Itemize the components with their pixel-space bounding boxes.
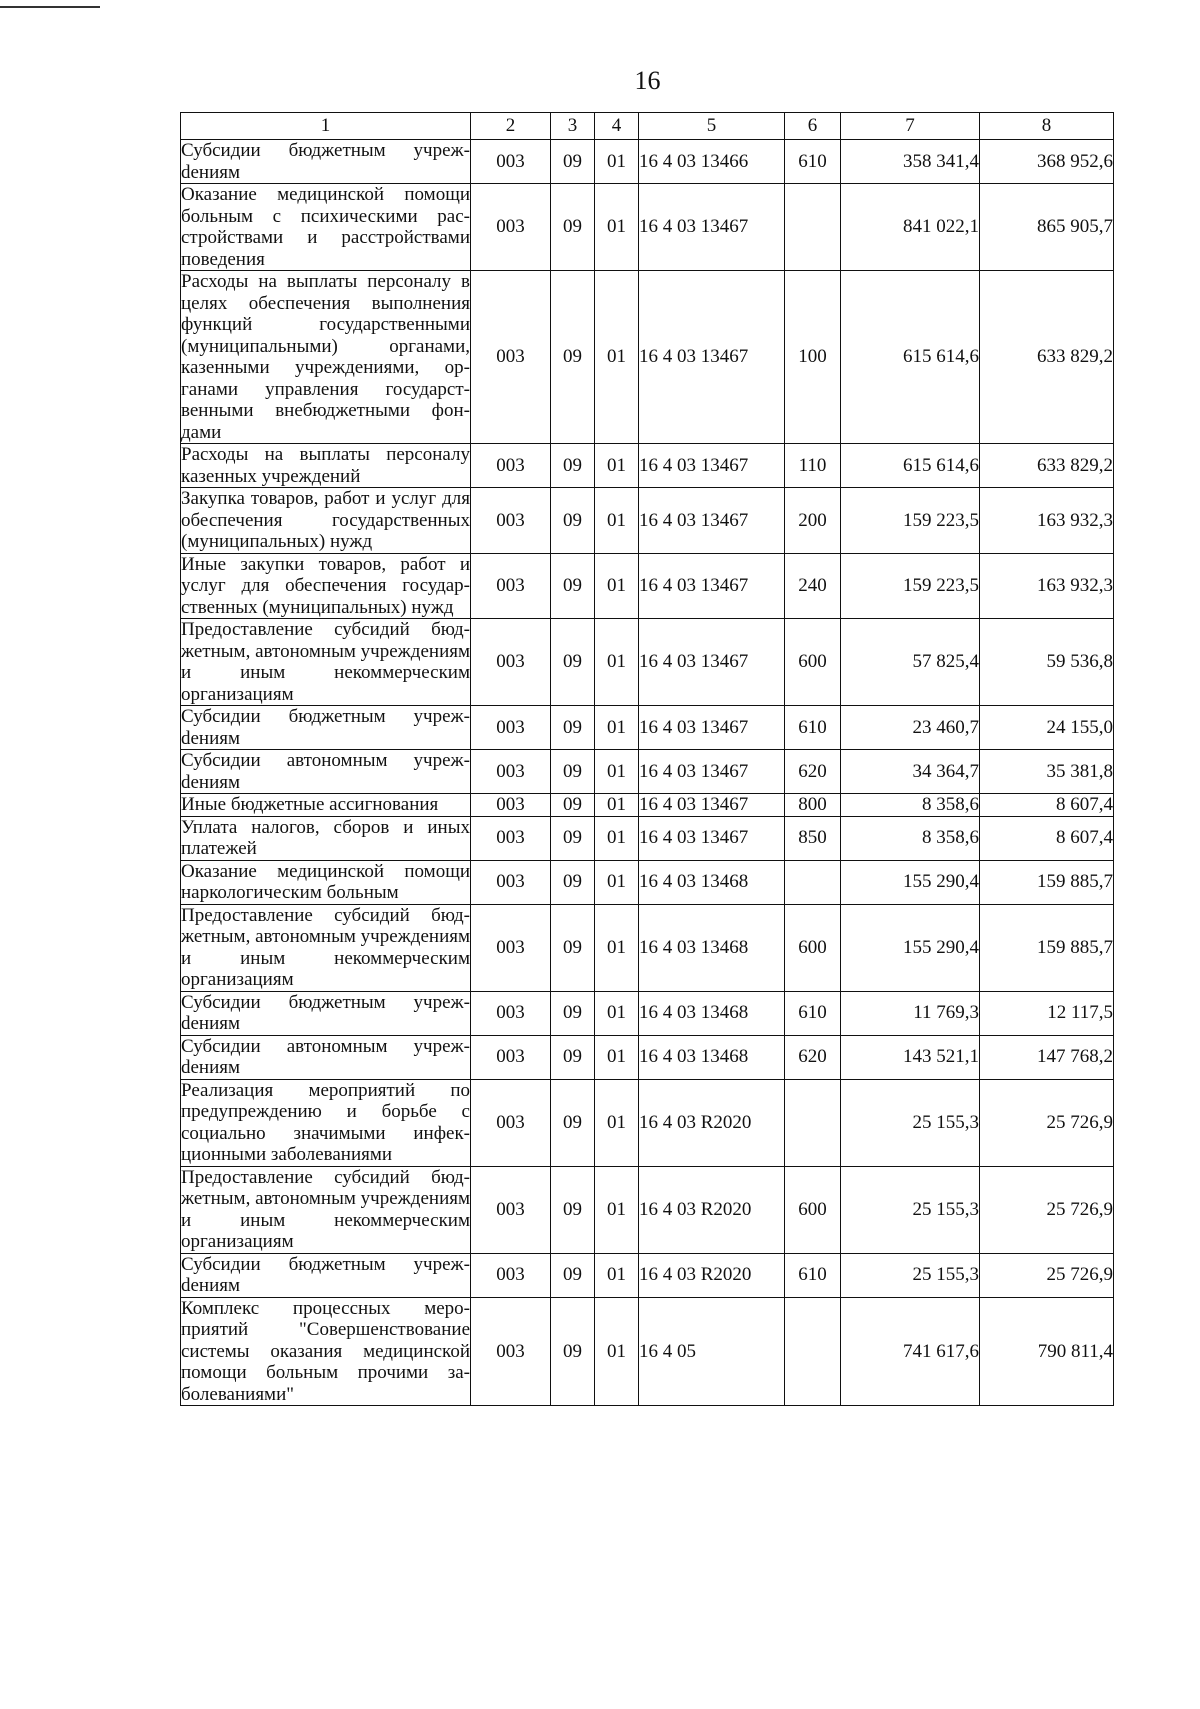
- cell-expense-type: 110: [785, 444, 841, 488]
- row-name: Субсидии бюджетным учрежdениям: [181, 706, 470, 749]
- cell-section: 09: [551, 904, 595, 991]
- cell-target-article: 16 4 03 R2020: [639, 1253, 785, 1297]
- cell-target-article: 16 4 03 13467: [639, 706, 785, 750]
- row-name: Предоставление субсидий бюджетным, автономным учреждениям и иным некоммерческим организациям: [181, 619, 470, 705]
- row-name: Субсидии автономным учрежdениям: [181, 1035, 470, 1078]
- scan-edge-mark: [0, 6, 100, 8]
- cell-section: 09: [551, 444, 595, 488]
- cell-amount-year-1: 841 022,1: [841, 184, 980, 271]
- cell-ministry-code: 003: [471, 816, 551, 860]
- cell-expense-type: 600: [785, 1166, 841, 1253]
- column-header-2: 2: [471, 113, 551, 140]
- table-row: [181, 816, 1114, 860]
- cell-section: 09: [551, 794, 595, 817]
- cell-amount-year-2: 25 726,9: [980, 1253, 1114, 1297]
- column-header-1: 1: [181, 113, 471, 140]
- table-row: [181, 794, 1114, 817]
- table-row: [181, 488, 1114, 554]
- column-header-6: 6: [785, 113, 841, 140]
- cell-target-article: 16 4 03 13467: [639, 488, 785, 554]
- cell-target-article: 16 4 03 R2020: [639, 1079, 785, 1166]
- cell-amount-year-2: 24 155,0: [980, 706, 1114, 750]
- cell-amount-year-1: 615 614,6: [841, 444, 980, 488]
- row-name: Субсидии бюджетным учрежdениям: [181, 1253, 470, 1296]
- cell-amount-year-2: 8 607,4: [980, 794, 1114, 817]
- cell-ministry-code: 003: [471, 860, 551, 904]
- cell-target-article: 16 4 03 13466: [639, 140, 785, 184]
- cell-target-article: 16 4 03 13468: [639, 904, 785, 991]
- cell-amount-year-1: 159 223,5: [841, 553, 980, 619]
- column-header-7: 7: [841, 113, 980, 140]
- row-name: Субсидии бюджетным учрежdениям: [181, 140, 470, 183]
- cell-target-article: 16 4 05: [639, 1297, 785, 1406]
- cell-subsection: 01: [595, 1253, 639, 1297]
- row-name: Субсидии бюджетным учрежdениям: [181, 991, 470, 1034]
- cell-ministry-code: 003: [471, 1035, 551, 1079]
- table-body: [181, 140, 1114, 1406]
- table-header: [181, 113, 1114, 140]
- cell-subsection: 01: [595, 1166, 639, 1253]
- cell-amount-year-2: 35 381,8: [980, 750, 1114, 794]
- table-row: [181, 860, 1114, 904]
- cell-expense-type: 200: [785, 488, 841, 554]
- cell-amount-year-1: 155 290,4: [841, 860, 980, 904]
- table-row: [181, 444, 1114, 488]
- budget-table: [180, 112, 1114, 1406]
- cell-amount-year-1: 25 155,3: [841, 1079, 980, 1166]
- cell-amount-year-1: 741 617,6: [841, 1297, 980, 1406]
- cell-amount-year-1: 358 341,4: [841, 140, 980, 184]
- cell-section: 09: [551, 1035, 595, 1079]
- column-header-4: 4: [595, 113, 639, 140]
- row-name: Иные бюджетные ассигнования: [181, 794, 471, 817]
- cell-amount-year-1: 57 825,4: [841, 619, 980, 706]
- cell-amount-year-1: 8 358,6: [841, 794, 980, 817]
- cell-subsection: 01: [595, 860, 639, 904]
- cell-amount-year-2: 159 885,7: [980, 860, 1114, 904]
- cell-ministry-code: 003: [471, 140, 551, 184]
- table-row: [181, 1166, 1114, 1253]
- cell-expense-type: 850: [785, 816, 841, 860]
- cell-target-article: 16 4 03 13468: [639, 1035, 785, 1079]
- cell-subsection: 01: [595, 750, 639, 794]
- table-row: [181, 1297, 1114, 1406]
- cell-subsection: 01: [595, 271, 639, 444]
- cell-ministry-code: 003: [471, 1166, 551, 1253]
- cell-expense-type: 600: [785, 619, 841, 706]
- cell-expense-type: 610: [785, 706, 841, 750]
- cell-amount-year-1: 25 155,3: [841, 1166, 980, 1253]
- cell-section: 09: [551, 750, 595, 794]
- cell-section: 09: [551, 860, 595, 904]
- cell-target-article: 16 4 03 13468: [639, 860, 785, 904]
- table-row: [181, 1079, 1114, 1166]
- cell-expense-type: 610: [785, 991, 841, 1035]
- header-row: [181, 113, 1114, 140]
- cell-ministry-code: 003: [471, 488, 551, 554]
- cell-expense-type: [785, 184, 841, 271]
- cell-amount-year-2: 163 932,3: [980, 553, 1114, 619]
- cell-target-article: 16 4 03 R2020: [639, 1166, 785, 1253]
- cell-expense-type: [785, 1297, 841, 1406]
- cell-amount-year-1: 143 521,1: [841, 1035, 980, 1079]
- table-row: [181, 706, 1114, 750]
- cell-expense-type: 600: [785, 904, 841, 991]
- cell-subsection: 01: [595, 553, 639, 619]
- column-header-3: 3: [551, 113, 595, 140]
- cell-amount-year-1: 615 614,6: [841, 271, 980, 444]
- cell-target-article: 16 4 03 13467: [639, 619, 785, 706]
- row-name: Предоставление субсидий бюджетным, автономным учреждениям и иным некоммерческим организациям: [181, 1166, 470, 1252]
- cell-ministry-code: 003: [471, 750, 551, 794]
- cell-target-article: 16 4 03 13467: [639, 816, 785, 860]
- cell-ministry-code: 003: [471, 184, 551, 271]
- table-row: [181, 553, 1114, 619]
- row-name: Уплата налогов, сборов и иных платежей: [181, 816, 470, 859]
- cell-target-article: 16 4 03 13467: [639, 794, 785, 817]
- cell-target-article: 16 4 03 13467: [639, 271, 785, 444]
- cell-amount-year-2: 59 536,8: [980, 619, 1114, 706]
- cell-amount-year-2: 25 726,9: [980, 1079, 1114, 1166]
- cell-amount-year-2: 790 811,4: [980, 1297, 1114, 1406]
- cell-subsection: 01: [595, 184, 639, 271]
- cell-subsection: 01: [595, 991, 639, 1035]
- cell-section: 09: [551, 1079, 595, 1166]
- cell-subsection: 01: [595, 619, 639, 706]
- cell-target-article: 16 4 03 13467: [639, 750, 785, 794]
- cell-ministry-code: 003: [471, 1297, 551, 1406]
- table-row: [181, 904, 1114, 991]
- cell-expense-type: [785, 860, 841, 904]
- cell-amount-year-2: 368 952,6: [980, 140, 1114, 184]
- row-name: Реализация мероприятий по предупреждению и борьбе с социально значимыми инфекционными заболеваниями: [181, 1079, 470, 1165]
- table-row: [181, 991, 1114, 1035]
- table-row: [181, 184, 1114, 271]
- cell-amount-year-2: 8 607,4: [980, 816, 1114, 860]
- cell-section: 09: [551, 1166, 595, 1253]
- cell-subsection: 01: [595, 140, 639, 184]
- cell-expense-type: 240: [785, 553, 841, 619]
- cell-section: 09: [551, 1297, 595, 1406]
- cell-expense-type: 100: [785, 271, 841, 444]
- cell-expense-type: 610: [785, 140, 841, 184]
- cell-ministry-code: 003: [471, 271, 551, 444]
- cell-expense-type: 620: [785, 750, 841, 794]
- table-row: [181, 140, 1114, 184]
- cell-section: 09: [551, 706, 595, 750]
- page-number: 16: [634, 66, 661, 95]
- cell-section: 09: [551, 140, 595, 184]
- row-name: Предоставление субсидий бюджетным, автономным учреждениям и иным некоммерческим организациям: [181, 904, 470, 990]
- cell-expense-type: 620: [785, 1035, 841, 1079]
- row-name: Субсидии автономным учрежdениям: [181, 750, 470, 793]
- cell-ministry-code: 003: [471, 444, 551, 488]
- cell-amount-year-1: 23 460,7: [841, 706, 980, 750]
- row-name: Закупка товаров, работ и услуг для обеспечения государственных (муниципальных) нужд: [181, 488, 470, 552]
- cell-amount-year-1: 8 358,6: [841, 816, 980, 860]
- row-name: Оказание медицинской помощи наркологическим больным: [181, 860, 470, 903]
- cell-target-article: 16 4 03 13467: [639, 184, 785, 271]
- cell-section: 09: [551, 1253, 595, 1297]
- table-row: [181, 750, 1114, 794]
- cell-subsection: 01: [595, 816, 639, 860]
- cell-section: 09: [551, 816, 595, 860]
- cell-section: 09: [551, 991, 595, 1035]
- table-row: [181, 1253, 1114, 1297]
- cell-amount-year-2: 633 829,2: [980, 444, 1114, 488]
- table-row: [181, 619, 1114, 706]
- table-row: [181, 271, 1114, 444]
- cell-ministry-code: 003: [471, 1079, 551, 1166]
- cell-subsection: 01: [595, 794, 639, 817]
- cell-amount-year-2: 865 905,7: [980, 184, 1114, 271]
- cell-ministry-code: 003: [471, 706, 551, 750]
- cell-amount-year-1: 25 155,3: [841, 1253, 980, 1297]
- cell-amount-year-2: 25 726,9: [980, 1166, 1114, 1253]
- cell-subsection: 01: [595, 488, 639, 554]
- cell-amount-year-1: 11 769,3: [841, 991, 980, 1035]
- cell-amount-year-1: 159 223,5: [841, 488, 980, 554]
- cell-section: 09: [551, 619, 595, 706]
- row-name: Комплекс процессных мероприятий "Совершенствование системы оказания медицинской помощи больным прочими заболеваниями": [181, 1297, 470, 1405]
- cell-expense-type: [785, 1079, 841, 1166]
- cell-ministry-code: 003: [471, 553, 551, 619]
- cell-subsection: 01: [595, 1035, 639, 1079]
- cell-section: 09: [551, 488, 595, 554]
- column-header-5: 5: [639, 113, 785, 140]
- cell-subsection: 01: [595, 1297, 639, 1406]
- column-header-8: 8: [980, 113, 1114, 140]
- cell-amount-year-2: 633 829,2: [980, 271, 1114, 444]
- row-name: Расходы на выплаты персоналу казенных учреждений: [181, 444, 470, 487]
- cell-section: 09: [551, 271, 595, 444]
- cell-ministry-code: 003: [471, 794, 551, 817]
- row-name: Иные закупки товаров, работ и услуг для обеспечения государственных (муниципальных) нужд: [181, 553, 470, 618]
- cell-amount-year-2: 147 768,2: [980, 1035, 1114, 1079]
- cell-ministry-code: 003: [471, 904, 551, 991]
- cell-target-article: 16 4 03 13467: [639, 553, 785, 619]
- row-name: Оказание медицинской помощи больным с психическими расстройствами и расстройствами поведения: [181, 184, 470, 270]
- table-row: [181, 1035, 1114, 1079]
- cell-amount-year-2: 163 932,3: [980, 488, 1114, 554]
- cell-subsection: 01: [595, 1079, 639, 1166]
- cell-amount-year-1: 34 364,7: [841, 750, 980, 794]
- cell-subsection: 01: [595, 904, 639, 991]
- cell-section: 09: [551, 553, 595, 619]
- cell-amount-year-1: 155 290,4: [841, 904, 980, 991]
- cell-ministry-code: 003: [471, 619, 551, 706]
- cell-expense-type: 800: [785, 794, 841, 817]
- cell-expense-type: 610: [785, 1253, 841, 1297]
- cell-subsection: 01: [595, 444, 639, 488]
- cell-amount-year-2: 159 885,7: [980, 904, 1114, 991]
- cell-target-article: 16 4 03 13468: [639, 991, 785, 1035]
- cell-ministry-code: 003: [471, 1253, 551, 1297]
- cell-target-article: 16 4 03 13467: [639, 444, 785, 488]
- cell-subsection: 01: [595, 706, 639, 750]
- cell-ministry-code: 003: [471, 991, 551, 1035]
- cell-amount-year-2: 12 117,5: [980, 991, 1114, 1035]
- row-name: Расходы на выплаты персоналу в целях обеспечения выполнения функций государственными (муниципальными) органами, казенными учреждениями, органами управления государственными внебюджетными фондами: [181, 271, 470, 443]
- cell-section: 09: [551, 184, 595, 271]
